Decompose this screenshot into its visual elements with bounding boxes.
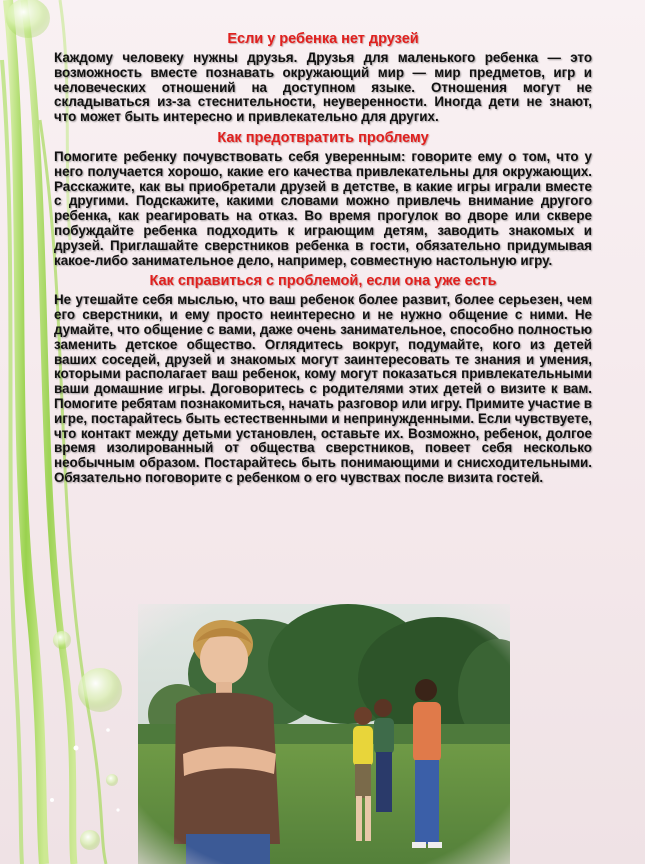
article [54, 30, 592, 486]
lonely-boy-photo [138, 604, 510, 864]
section-heading-no-friends: Если у ребенка нет друзей [227, 31, 419, 47]
section-heading-prevent: Как предотвратить проблему [217, 129, 429, 146]
section-text-prevent: Помогите ребенку почувствовать себя уверенным: говорите ему о том, что у него получается хорошо, какие его качества привлекательны для окружающих. Расскажите, как вы приобретали друзей в детстве, в какие игры играли вместе с другими. Подскажите, какими словами можно привлечь внимание другого ребенка, как реагировать на отказ. Во время прогулок во дворе или сквере побуждайте ребенка подходить к играющим детям, заводить знакомых и друзей. Приглашайте сверстников ребенка в гости, обязательно придумывая какое-либо занимательное дело, например, совместную настольную игру. [54, 148, 592, 268]
section-heading-cope: Как справиться с проблемой, если она уже есть [149, 273, 497, 290]
section-text-no-friends: Каждому человеку нужны друзья. Друзья для маленького ребенка — это возможность вместе познавать окружающий мир — мир предметов, игр и человеческих отношений на доступном языке. Отношения могут не складываться из-за стеснительности, неуверенности. Иногда дети не знают, что может быть интересно и привлекательно для других. [54, 50, 592, 125]
section-text-cope: Не утешайте себя мыслью, что ваш ребенок более развит, более серьезен, чем его сверстники, и ему просто неинтересно и не нужно общение с ними. Не думайте, что общение с вами, даже очень занимательное, способно полностью заменить детское общество. Оглядитесь вокруг, подумайте, кого из детей ваших соседей, друзей и знакомых могут заинтересовать те знания и умения, которыми располагает ваш ребенок, кому могут показаться привлекательными ваши домашние игры. Договоритесь с родителями этих детей о визите к вам. Помогите ребятам познакомиться, начать разговор или игру. Примите участие в игре, постарайтесь быть естественными и непринужденными. Если чувствуете, что контакт между детьми установлен, оставьте их. Возможно, ребенок, долгое время изолированный от общества сверстников, повеет себя несколько необычным образом. Постарайтесь быть понимающими и снисходительными. Обязательно поговорите с ребенком о его чувствах после визита гостей. [54, 292, 593, 485]
